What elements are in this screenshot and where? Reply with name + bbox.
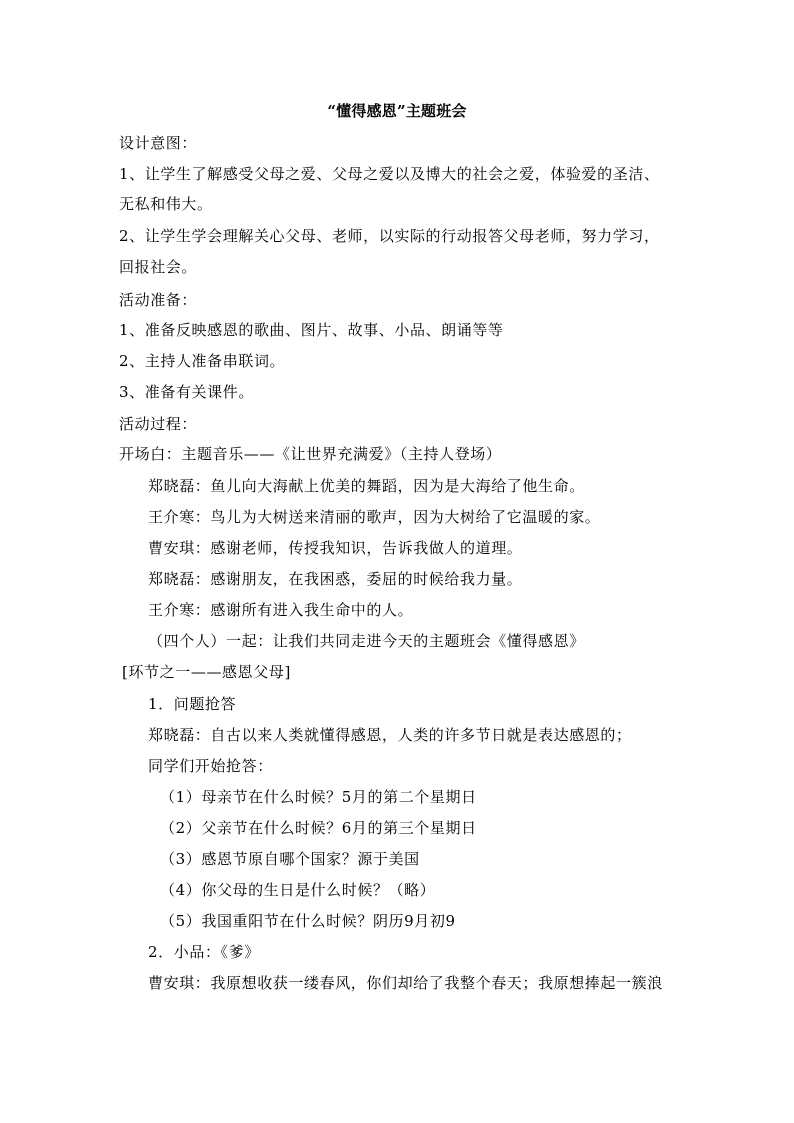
dialogue-line: 郑晓磊：鱼儿向大海献上优美的舞蹈，因为是大海给了他生命。: [148, 477, 585, 495]
paragraph-line: 2、让学生学会理解关心父母、老师，以实际的行动报答父母老师，努力学习，: [119, 227, 660, 245]
dialogue-line: 郑晓磊：自古以来人类就懂得感恩，人类的许多节日就是表达感恩的；: [148, 726, 632, 744]
dialogue-line: 曹安琪：感谢老师，传授我知识，告诉我做人的道理。: [148, 539, 523, 557]
subsection-heading: 2．小品：《爹》: [148, 943, 260, 961]
heading-activity-prep: 活动准备：: [119, 291, 198, 309]
quiz-item: （4）你父母的生日是什么时候？（略）: [160, 881, 436, 899]
dialogue-line: 王介寒：鸟儿为大树送来清丽的歌声，因为大树给了它温暖的家。: [148, 508, 601, 526]
quiz-item: （5）我国重阳节在什么时候？阴历9月初9: [160, 912, 456, 930]
subsection-heading: 1．问题抢答: [148, 695, 237, 713]
dialogue-line: （四个人）一起：让我们共同走进今天的主题班会《懂得感恩》: [148, 632, 585, 650]
paragraph-line: 开场白：主题音乐——《让世界充满爱》（主持人登场）: [119, 445, 502, 463]
paragraph-line: 回报社会。: [119, 258, 198, 276]
quiz-item: （2）父亲节在什么时候？6月的第三个星期日: [160, 819, 477, 837]
quiz-item: （3）感恩节原自哪个国家？源于美国: [160, 850, 420, 868]
heading-activity-process: 活动过程：: [119, 415, 198, 433]
dialogue-line: 曹安琪：我原想收获一缕春风，你们却给了我整个春天；我原想捧起一簇浪: [148, 974, 663, 992]
list-item: 1、准备反映感恩的歌曲、图片、故事、小品、朗诵等等: [119, 321, 504, 339]
quiz-item: （1）母亲节在什么时候？5月的第二个星期日: [160, 788, 477, 806]
paragraph-line: 无私和伟大。: [119, 195, 213, 213]
list-item: 2、主持人准备串联词。: [119, 352, 286, 370]
list-item: 3、准备有关课件。: [119, 383, 254, 401]
heading-design-intent: 设计意图：: [119, 134, 198, 152]
dialogue-line: 王介寒：感谢所有进入我生命中的人。: [148, 601, 414, 619]
dialogue-line: 郑晓磊：感谢朋友，在我困惑，委屈的时候给我力量。: [148, 570, 523, 588]
document-title: “懂得感恩”主题班会: [327, 102, 467, 120]
paragraph-line: 1、让学生了解感受父母之爱、父母之爱以及博大的社会之爱，体验爱的圣洁、: [119, 165, 660, 183]
section-heading: [环节之一——感恩父母]: [122, 663, 291, 681]
paragraph-line: 同学们开始抢答：: [148, 757, 273, 775]
